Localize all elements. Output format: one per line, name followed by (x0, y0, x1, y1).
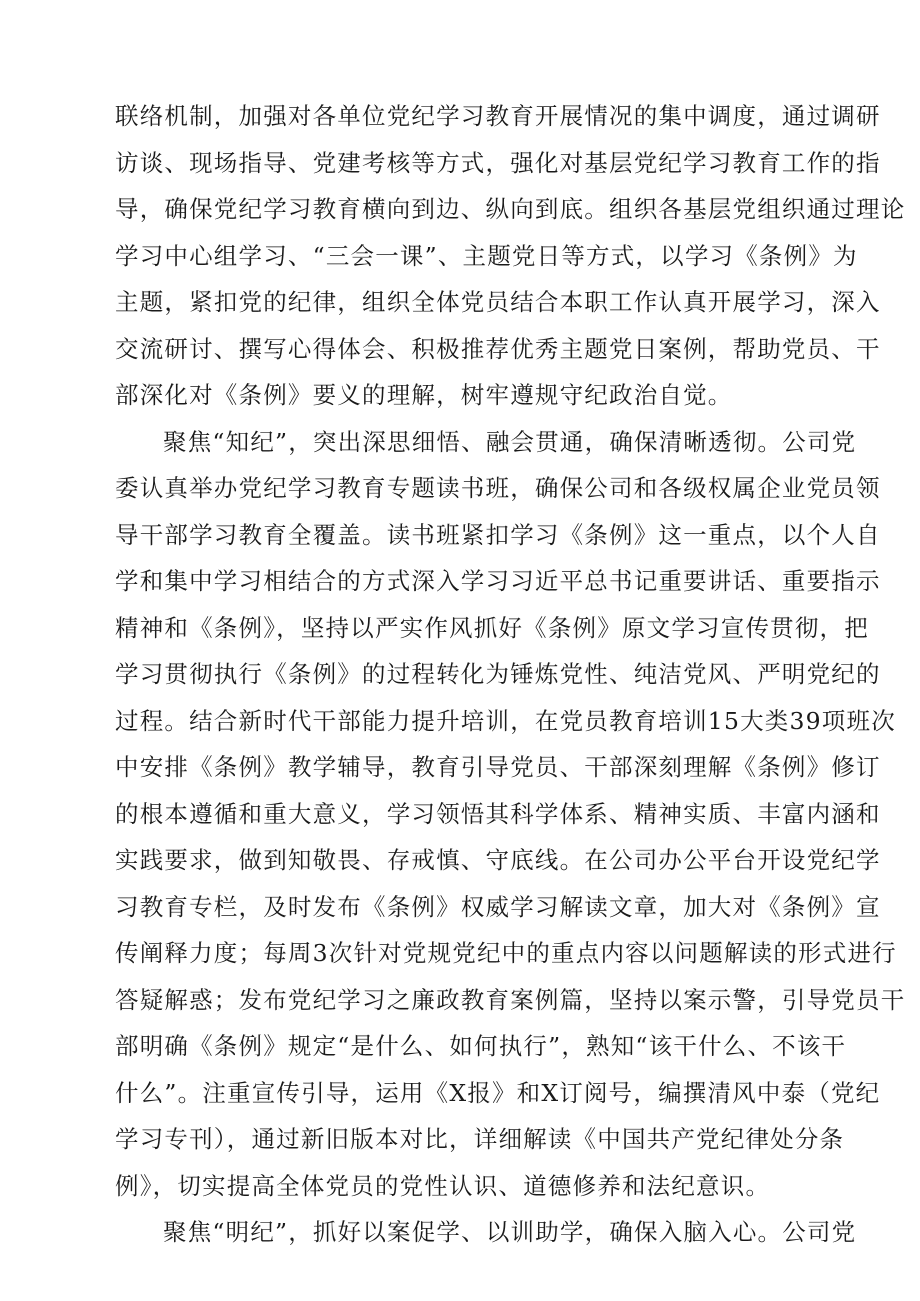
text-line: 过程。结合新时代干部能力提升培训，在党员教育培训15大类39项班次 (115, 706, 896, 735)
text-line: 答疑解惑；发布党纪学习之廉政教育案例篇，坚持以案示警，引导党员干 (115, 985, 906, 1014)
text-line: 学习专刊），通过新旧版本对比，详细解读《中国共产党纪律处分条 (115, 1125, 845, 1153)
text-line: 例》，切实提高全体党员的党性认识、道德修养和法纪意识。 (115, 1171, 771, 1200)
text-line: 部明确《条例》规定“是什么、如何执行”，熟知“该干什么、不该干 (115, 1032, 847, 1060)
paragraph-start-line: 聚焦“明纪”，抓好以案促学、以训助学，确保入脑入心。公司党 (163, 1218, 857, 1246)
text-line: 精神和《条例》，坚持以严实作风抓好《条例》原文学习宣传贯彻，把 (115, 613, 869, 642)
text-line: 学习中心组学习、“三会一课”、主题党日等方式，以学习《条例》为 (115, 241, 858, 270)
text-line: 什么”。注重宣传引导，运用《X报》和X订阅号，编撰清风中泰（党纪 (115, 1078, 881, 1107)
text-line: 导干部学习教育全覆盖。读书班紧扣学习《条例》这一重点，以个人自 (115, 520, 881, 549)
text-line: 导，确保党纪学习教育横向到边、纵向到底。组织各基层党组织通过理论 (115, 195, 906, 223)
text-line: 传阐释力度；每周3次针对党规党纪中的重点内容以问题解读的形式进行 (115, 939, 897, 967)
text-line: 访谈、现场指导、党建考核等方式，强化对基层党纪学习教育工作的指 (115, 148, 881, 177)
text-line: 中安排《条例》教学辅导，教育引导党员、干部深刻理解《条例》修订 (115, 753, 881, 781)
text-line: 学习贯彻执行《条例》的过程转化为锤炼党性、纯洁党风、严明党纪的 (115, 660, 881, 688)
text-line: 部深化对《条例》要义的理解，树牢遵规守纪政治自觉。 (115, 381, 733, 409)
text-line: 习教育专栏，及时发布《条例》权威学习解读文章，加大对《条例》宣 (115, 892, 881, 921)
text-line: 主题，紧扣党的纪律，组织全体党员结合本职工作认真开展学习，深入 (115, 288, 881, 316)
body-text (115, 93, 906, 1256)
text-line: 交流研讨、撰写心得体会、积极推荐优秀主题党日案例，帮助党员、干 (115, 334, 881, 363)
text-line: 的根本遵循和重大意义，学习领悟其科学体系、精神实质、丰富内涵和 (115, 799, 881, 828)
text-line: 联络机制，加强对各单位党纪学习教育开展情况的集中调度，通过调研 (115, 102, 881, 130)
text-line: 委认真举办党纪学习教育专题读书班，确保公司和各级权属企业党员领 (115, 474, 881, 502)
text-line: 实践要求，做到知敬畏、存戒慎、守底线。在公司办公平台开设党纪学 (115, 846, 881, 874)
text-line: 学和集中学习相结合的方式深入学习习近平总书记重要讲话、重要指示 (115, 567, 881, 595)
paragraph-start-line: 聚焦“知纪”，突出深思细悟、融会贯通，确保清晰透彻。公司党 (163, 427, 857, 456)
